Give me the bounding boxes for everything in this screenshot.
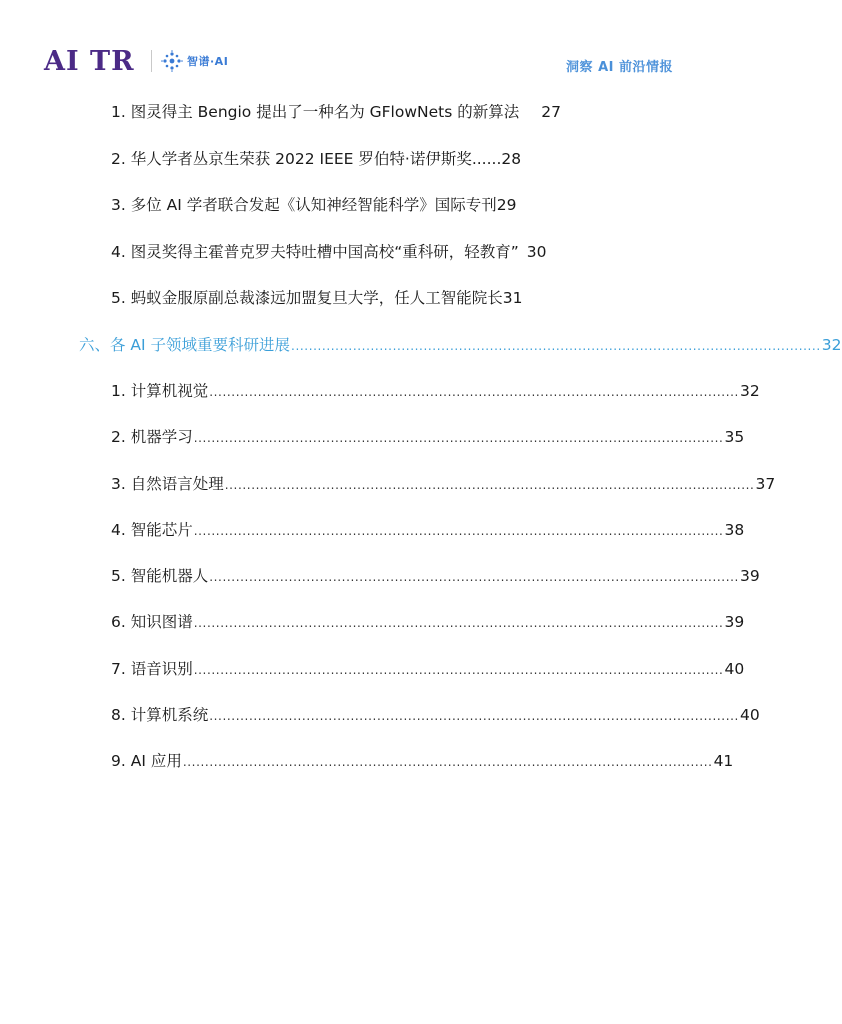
toc-entry[interactable] — [111, 240, 547, 264]
toc-section-title: 六、各 AI 子领域重要科研进展 — [79, 336, 291, 354]
toc-entry-page: 30 — [526, 243, 547, 261]
zhipu-logo-text: 智谱·AI — [187, 55, 229, 68]
toc-entry-title: 7. 语音识别 — [111, 660, 193, 678]
toc-entry-page: 39 — [739, 567, 760, 585]
toc-entry-page: 35 — [724, 428, 745, 446]
toc-entry-page: 27 — [541, 103, 561, 121]
zhipu-dots-icon — [161, 50, 183, 72]
dot-leader: ........................................................................................................................ — [291, 339, 821, 353]
toc-entry-page: 41 — [713, 752, 734, 770]
toc-entry-title: 9. AI 应用 — [111, 752, 182, 770]
toc-section-heading[interactable] — [79, 333, 842, 357]
toc-entry[interactable] — [111, 286, 522, 310]
toc-entry[interactable] — [111, 472, 776, 496]
dot-leader: ........................................................................................................................ — [209, 385, 739, 399]
toc-entry[interactable] — [111, 100, 561, 124]
dot-leader: ........................................................................................................................ — [193, 663, 724, 677]
toc-entry-title: 3. 多位 AI 学者联合发起《认知神经智能科学》国际专刊 — [111, 196, 497, 214]
toc-entry-title: 4. 智能芯片 — [111, 521, 193, 539]
zhipu-logo — [161, 49, 228, 73]
toc-entry-page: 37 — [755, 475, 776, 493]
toc-entry-title: 6. 知识图谱 — [111, 613, 193, 631]
toc-entry[interactable] — [111, 425, 745, 449]
toc-entry-title: 8. 计算机系统 — [111, 706, 209, 724]
toc-entry-page: 31 — [502, 289, 523, 307]
toc-entry-page: 32 — [739, 382, 760, 400]
toc-entry-page: 29 — [496, 196, 517, 214]
dot-leader: ........................................................................................................................ — [182, 755, 713, 769]
dot-leader: ........................................................................................................................ — [209, 709, 739, 723]
toc-entry[interactable] — [111, 703, 760, 727]
toc-entry-title: 5. 智能机器人 — [111, 567, 209, 585]
aitr-logo: AI TR — [44, 46, 135, 77]
dot-leader: ........................................................................................................................ — [224, 478, 755, 492]
header-tagline: 洞察 AI 前沿情报 — [566, 60, 673, 75]
toc-entry[interactable] — [111, 564, 760, 588]
toc-entry[interactable] — [111, 193, 516, 217]
toc-entry-title: 2. 华人学者丛京生荣获 2022 IEEE 罗伯特·诺伊斯奖...... — [111, 150, 502, 168]
toc-entry[interactable] — [111, 379, 760, 403]
toc-entry-page: 40 — [739, 706, 760, 724]
page-header — [0, 0, 724, 90]
toc-entry[interactable] — [111, 518, 745, 542]
toc-entry-title: 5. 蚂蚁金服原副总裁漆远加盟复旦大学，任人工智能院长 — [111, 289, 503, 307]
toc-entry[interactable] — [111, 657, 745, 681]
dot-leader: ........................................................................................................................ — [209, 570, 739, 584]
toc-entry-page: 40 — [724, 660, 745, 678]
toc-entry[interactable] — [111, 610, 745, 634]
toc-entry-page: 28 — [501, 150, 522, 168]
toc-entry[interactable] — [111, 147, 521, 171]
dot-leader: ........................................................................................................................ — [193, 616, 724, 630]
toc-entry-title: 4. 图灵奖得主霍普克罗夫特吐槽中国高校“重科研，轻教育” — [111, 243, 519, 261]
toc-entry-page: 39 — [724, 613, 745, 631]
logo-divider — [151, 50, 152, 72]
toc-section-page: 32 — [821, 336, 842, 354]
toc-entry-title: 2. 机器学习 — [111, 428, 193, 446]
toc-entry-page: 38 — [724, 521, 745, 539]
dot-leader: ........................................................................................................................ — [193, 431, 724, 445]
toc-entry-title: 1. 图灵得主 Bengio 提出了一种名为 GFlowNets 的新算法 — [111, 103, 520, 121]
toc-entry[interactable] — [111, 749, 734, 773]
toc-entry-title: 3. 自然语言处理 — [111, 475, 224, 493]
toc-entry-title: 1. 计算机视觉 — [111, 382, 209, 400]
dot-leader: ........................................................................................................................ — [193, 524, 724, 538]
